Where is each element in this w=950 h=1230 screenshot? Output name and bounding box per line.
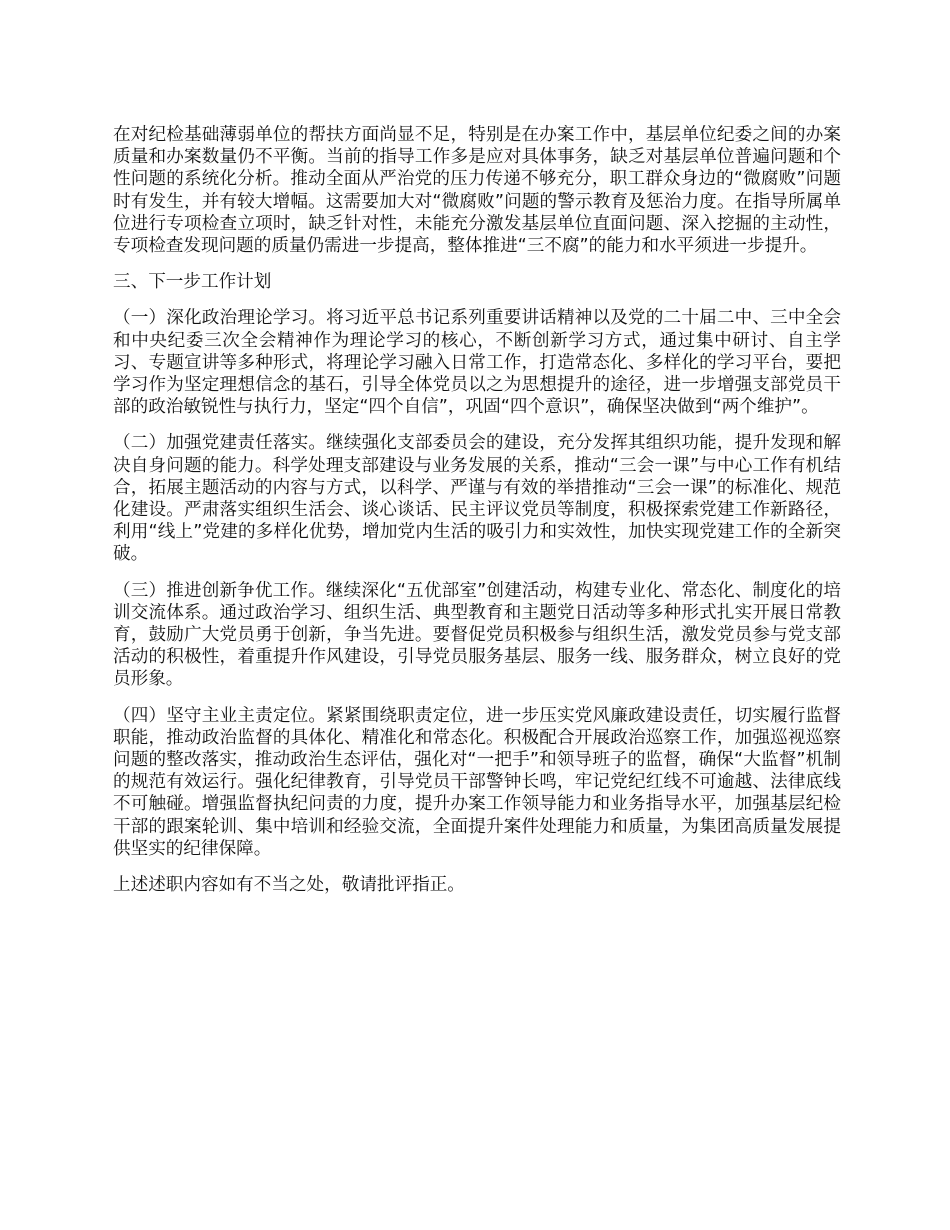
paragraph-plan-3: （三）推进创新争优工作。继续深化“五优部室”创建活动，构建专业化、常态化、制度化的培训交流体系。通过政治学习、组织生活、典型教育和主题党日活动等多种形式扎实开展日常教育，鼓励广大党员勇于创新，争当先进。要督促党员积极参与组织生活，激发党员参与党支部活动的积极性，着重提升作风建设，引导党员服务基层、服务一线、服务群众，树立良好的党员形象。 xyxy=(113,580,841,690)
paragraph-plan-4: （四）坚守主业主责定位。紧紧围绕职责定位，进一步压实党风廉政建设责任，切实履行监督职能，推动政治监督的具体化、精准化和常态化。积极配合开展政治巡察工作，加强巡视巡察问题的整改落实，推动政治生态评估，强化对“一把手”和领导班子的监督，确保“大监督”机制的规范有效运行。强化纪律教育，引导党员干部警钟长鸣，牢记党纪红线不可逾越、法律底线不可触碰。增强监督执纪问责的力度，提升办案工作领导能力和业务指导水平，加强基层纪检干部的跟案轮训、集中培训和经验交流，全面提升案件处理能力和质量，为集团高质量发展提供坚实的纪律保障。 xyxy=(113,705,841,859)
paragraph-plan-1: （一）深化政治理论学习。将习近平总书记系列重要讲话精神以及党的二十届二中、三中全会和中央纪委三次全会精神作为理论学习的核心，不断创新学习方式，通过集中研讨、自主学习、专题宣讲等多种形式，将理论学习融入日常工作，打造常态化、多样化的学习平台，要把学习作为坚定理想信念的基石，引导全体党员以之为思想提升的途径，进一步增强支部党员干部的政治敏锐性与执行力，坚定“四个自信”，巩固“四个意识”，确保坚决做到“两个维护”。 xyxy=(113,308,841,418)
paragraph-plan-2: （二）加强党建责任落实。继续强化支部委员会的建设，充分发挥其组织功能，提升发现和解决自身问题的能力。科学处理支部建设与业务发展的关系，推动“三会一课”与中心工作有机结合，拓展主题活动的内容与方式，以科学、严谨与有效的举措推动“三会一课”的标准化、规范化建设。严肃落实组织生活会、谈心谈话、民主评议党员等制度，积极探索党建工作新路径，利用“线上”党建的多样化优势，增加党内生活的吸引力和实效性，加快实现党建工作的全新突破。 xyxy=(113,433,841,565)
document-body xyxy=(113,124,841,910)
section-heading-next-plan: 三、下一步工作计划 xyxy=(113,272,272,293)
paragraph-deficiencies: 在对纪检基础薄弱单位的帮扶方面尚显不足，特别是在办案工作中，基层单位纪委之间的办案质量和办案数量仍不平衡。当前的指导工作多是应对具体事务，缺乏对基层单位普遍问题和个性问题的系统化分析。推动全面从严治党的压力传递不够充分，职工群众身边的“微腐败”问题时有发生，并有较大增幅。这需要加大对“微腐败”问题的警示教育及惩治力度。在指导所属单位进行专项检查立项时，缺乏针对性，未能充分激发基层单位直面问题、深入挖掘的主动性，专项检查发现问题的质量仍需进一步提高，整体推进“三不腐”的能力和水平须进一步提升。 xyxy=(113,125,841,257)
paragraph-closing: 上述述职内容如有不当之处，敬请批评指正。 xyxy=(113,875,465,896)
